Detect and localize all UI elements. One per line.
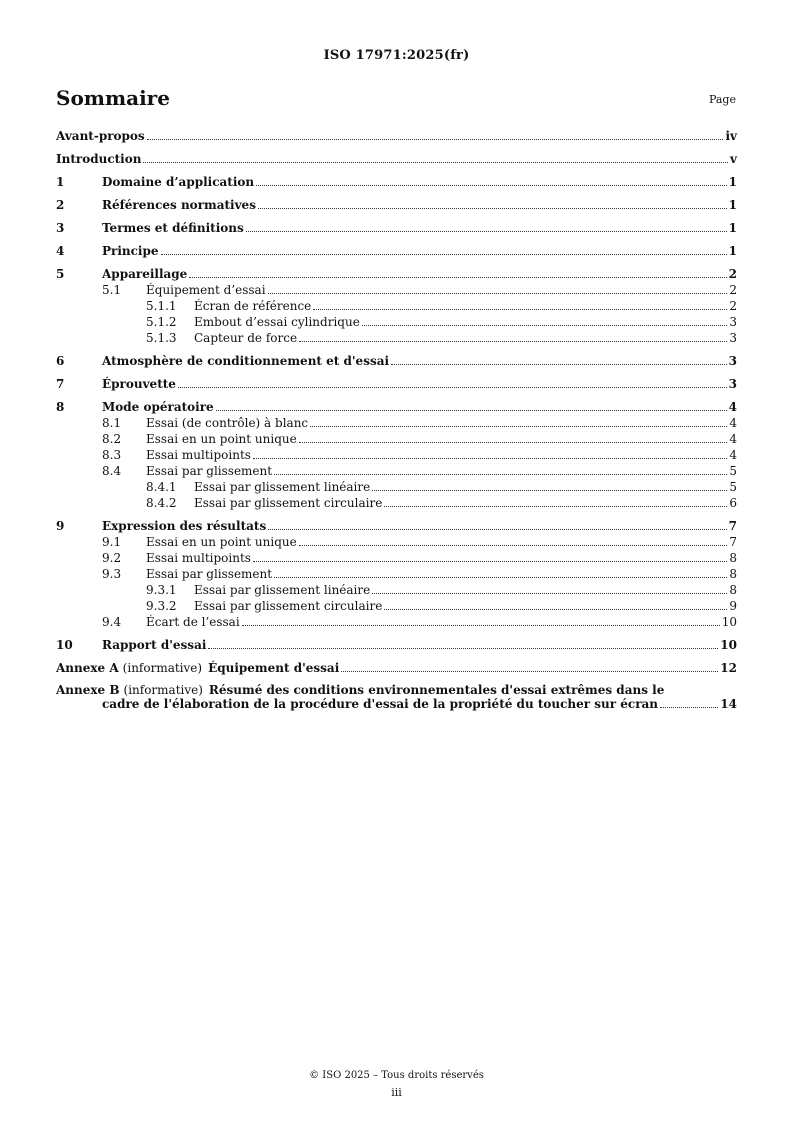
toc-entry[interactable] — [56, 197, 737, 213]
annex-a-type: (informative) — [122, 661, 203, 675]
annex-a-label: Équipement d'essai — [208, 661, 340, 675]
toc-entry[interactable] — [56, 243, 737, 259]
toc-spacer — [56, 236, 737, 243]
toc-entry-number: 9.3.1 — [146, 583, 177, 597]
toc-entry-label: Essai par glissement circulaire — [194, 496, 383, 510]
toc-entry-page: 5 — [729, 480, 737, 494]
toc-entry-page: 3 — [728, 354, 737, 368]
toc-entry[interactable] — [56, 174, 737, 190]
toc-spacer — [56, 144, 737, 151]
page-title: Sommaire — [56, 86, 170, 110]
toc-entry-label: Termes et définitions — [102, 221, 244, 235]
toc-entry-annex-a[interactable] — [56, 660, 737, 676]
toc-entry[interactable] — [56, 550, 737, 566]
toc-entry-number: 8.3 — [102, 448, 122, 462]
dot-leader — [256, 185, 727, 186]
table-of-contents — [56, 128, 737, 711]
toc-entry[interactable] — [56, 637, 737, 653]
toc-entry-label: Essai en un point unique — [146, 535, 297, 549]
dot-leader — [216, 410, 727, 411]
toc-entry-page: 9 — [729, 599, 737, 613]
toc-entry-number: 5.1.1 — [146, 299, 177, 313]
toc-entry-page: 1 — [728, 244, 737, 258]
toc-entry-number: 5.1.2 — [146, 315, 177, 329]
dot-leader — [268, 529, 726, 530]
annex-a-prefix: Annexe A — [56, 661, 119, 675]
toc-entry-label: Domaine d’application — [102, 175, 255, 189]
toc-entry-number: 9.4 — [102, 615, 122, 629]
toc-entry-page: 1 — [728, 198, 737, 212]
toc-entry-label: Essai en un point unique — [146, 432, 297, 446]
toc-entry-label: Introduction — [56, 152, 142, 166]
toc-entry-label: Capteur de force — [194, 331, 298, 345]
toc-entry[interactable] — [56, 534, 737, 550]
annex-b-label-line2: cadre de l'élaboration de la procédure d'essai de la propriété du toucher sur écran — [102, 697, 659, 711]
toc-entry-number: 3 — [56, 221, 65, 235]
dot-leader — [253, 561, 727, 562]
toc-spacer — [56, 653, 737, 660]
dot-leader — [299, 442, 728, 443]
toc-entry-label: Références normatives — [102, 198, 256, 212]
page-number: iii — [391, 1086, 402, 1099]
annex-b-line2 — [56, 697, 737, 711]
toc-spacer — [56, 167, 737, 174]
toc-entry[interactable] — [56, 353, 737, 369]
dot-leader — [384, 506, 727, 507]
dot-leader — [189, 277, 726, 278]
toc-entry[interactable] — [56, 282, 737, 298]
annex-a-page: 12 — [720, 661, 737, 675]
toc-entry-number: 9 — [56, 519, 65, 533]
toc-entry-page: 4 — [729, 448, 737, 462]
toc-entry-page: v — [730, 152, 737, 166]
toc-entry[interactable] — [56, 566, 737, 582]
annex-b-line1 — [56, 683, 737, 697]
toc-entry[interactable] — [56, 463, 737, 479]
toc-entry-page: 6 — [729, 496, 737, 510]
dot-leader — [299, 545, 728, 546]
toc-spacer — [56, 511, 737, 518]
toc-entry[interactable] — [56, 415, 737, 431]
toc-entry-number: 2 — [56, 198, 65, 212]
toc-entry-label: Appareillage — [102, 267, 188, 281]
dot-leader — [299, 341, 727, 342]
document-id: ISO 17971:2025(fr) — [323, 48, 470, 63]
toc-entry-number: 5.1.3 — [146, 331, 177, 345]
toc-entry-label: Écran de référence — [194, 299, 312, 313]
toc-entry-number: 8.2 — [102, 432, 122, 446]
toc-entry-page: 4 — [729, 416, 737, 430]
dot-leader — [313, 309, 727, 310]
toc-entry-number: 9.3.2 — [146, 599, 177, 613]
toc-spacer — [56, 630, 737, 637]
copyright-notice: © ISO 2025 – Tous droits réservés — [309, 1070, 484, 1081]
toc-entry-page: 2 — [729, 283, 737, 297]
toc-entry-page: 3 — [729, 315, 737, 329]
toc-entry-label: Essai multipoints — [146, 551, 251, 565]
toc-entry-label: Éprouvette — [102, 377, 176, 391]
toc-spacer — [56, 676, 737, 683]
toc-entry-number: 5 — [56, 267, 65, 281]
dot-leader — [274, 474, 727, 475]
toc-entry-number: 8 — [56, 400, 65, 414]
toc-entry-number: 7 — [56, 377, 65, 391]
toc-entry[interactable] — [56, 447, 737, 463]
toc-entry-page: 8 — [729, 567, 737, 581]
annex-b-prefix: Annexe B — [56, 683, 120, 697]
toc-entry-page: 1 — [728, 175, 737, 189]
toc-entry-page: 7 — [728, 519, 737, 533]
toc-entry[interactable] — [56, 495, 737, 511]
toc-entry-annex-b[interactable] — [56, 683, 737, 711]
dot-leader — [274, 577, 727, 578]
toc-entry-number: 1 — [56, 175, 65, 189]
toc-entry-page: 10 — [721, 615, 737, 629]
toc-entry-label: Principe — [102, 244, 159, 258]
toc-entry-label: Essai par glissement linéaire — [194, 583, 371, 597]
dot-leader — [310, 426, 727, 427]
toc-entry-number: 10 — [56, 638, 73, 652]
toc-entry-number: 8.4.1 — [146, 480, 177, 494]
dot-leader — [660, 707, 718, 708]
dot-leader — [372, 490, 727, 491]
dot-leader — [147, 139, 724, 140]
toc-entry[interactable] — [56, 220, 737, 236]
toc-entry-page: iv — [725, 129, 737, 143]
toc-entry[interactable] — [56, 314, 737, 330]
toc-entry[interactable] — [56, 266, 737, 282]
toc-entry[interactable] — [56, 518, 737, 534]
toc-entry-page: 3 — [728, 377, 737, 391]
toc-entry-number: 8.4.2 — [146, 496, 177, 510]
toc-entry[interactable] — [56, 298, 737, 314]
toc-entry-label: Écart de l’essai — [146, 615, 240, 629]
toc-entry-page: 8 — [729, 583, 737, 597]
toc-entry-number: 8.4 — [102, 464, 122, 478]
dot-leader — [258, 208, 727, 209]
annex-b-page: 14 — [720, 697, 737, 711]
toc-entry-number: 9.2 — [102, 551, 122, 565]
toc-entry-page: 2 — [728, 267, 737, 281]
toc-entry[interactable] — [56, 431, 737, 447]
toc-entry[interactable] — [56, 582, 737, 598]
toc-entry-label: Essai par glissement — [146, 567, 273, 581]
toc-entry-label: Essai par glissement linéaire — [194, 480, 371, 494]
dot-leader — [253, 458, 727, 459]
toc-entry-page: 5 — [729, 464, 737, 478]
toc-entry[interactable] — [56, 151, 737, 167]
toc-entry-label: Essai (de contrôle) à blanc — [146, 416, 309, 430]
dot-leader — [208, 648, 718, 649]
toc-entry[interactable] — [56, 330, 737, 346]
toc-entry[interactable] — [56, 128, 737, 144]
dot-leader — [242, 625, 720, 626]
toc-entry-number: 6 — [56, 354, 65, 368]
toc-entry[interactable] — [56, 614, 737, 630]
page-column-label: Page — [708, 93, 736, 106]
toc-entry-page: 10 — [720, 638, 737, 652]
toc-entry-label: Atmosphère de conditionnement et d'essai — [102, 354, 390, 368]
dot-leader — [341, 671, 718, 672]
toc-entry-number: 5.1 — [102, 283, 122, 297]
toc-entry-label: Embout d’essai cylindrique — [194, 315, 360, 329]
toc-entry-label: Mode opératoire — [102, 400, 214, 414]
annex-b-type: (informative) — [123, 683, 203, 697]
toc-entry-label: Équipement d’essai — [146, 283, 266, 297]
toc-entry-label: Avant-propos — [56, 129, 145, 143]
toc-spacer — [56, 369, 737, 376]
dot-leader — [384, 609, 727, 610]
toc-entry[interactable] — [56, 399, 737, 415]
dot-leader — [372, 593, 727, 594]
toc-entry-label: Essai multipoints — [146, 448, 251, 462]
toc-spacer — [56, 392, 737, 399]
annex-b-label-line1: Résumé des conditions environnementales d'essai extrêmes dans le — [208, 683, 665, 697]
toc-entry-page: 7 — [729, 535, 737, 549]
toc-entry-number: 4 — [56, 244, 65, 258]
toc-entry-number: 8.1 — [102, 416, 122, 430]
toc-entry-page: 4 — [729, 432, 737, 446]
toc-entry-label: Expression des résultats — [102, 519, 267, 533]
toc-entry-label: Essai par glissement circulaire — [194, 599, 383, 613]
toc-spacer — [56, 190, 737, 197]
toc-entry-page: 4 — [728, 400, 737, 414]
toc-entry-page: 2 — [729, 299, 737, 313]
toc-entry[interactable] — [56, 376, 737, 392]
toc-entry-page: 1 — [728, 221, 737, 235]
toc-entry[interactable] — [56, 598, 737, 614]
toc-entry-label: Essai par glissement — [146, 464, 273, 478]
toc-entry-number: 9.1 — [102, 535, 122, 549]
dot-leader — [161, 254, 727, 255]
toc-entry-page: 3 — [729, 331, 737, 345]
dot-leader — [362, 325, 728, 326]
dot-leader — [391, 364, 727, 365]
toc-entry-label: Rapport d'essai — [102, 638, 207, 652]
toc-entry-number: 9.3 — [102, 567, 122, 581]
toc-spacer — [56, 259, 737, 266]
toc-entry[interactable] — [56, 479, 737, 495]
dot-leader — [268, 293, 728, 294]
toc-entry-page: 8 — [729, 551, 737, 565]
dot-leader — [246, 231, 727, 232]
dot-leader — [178, 387, 727, 388]
dot-leader — [143, 162, 728, 163]
toc-spacer — [56, 346, 737, 353]
toc-spacer — [56, 213, 737, 220]
